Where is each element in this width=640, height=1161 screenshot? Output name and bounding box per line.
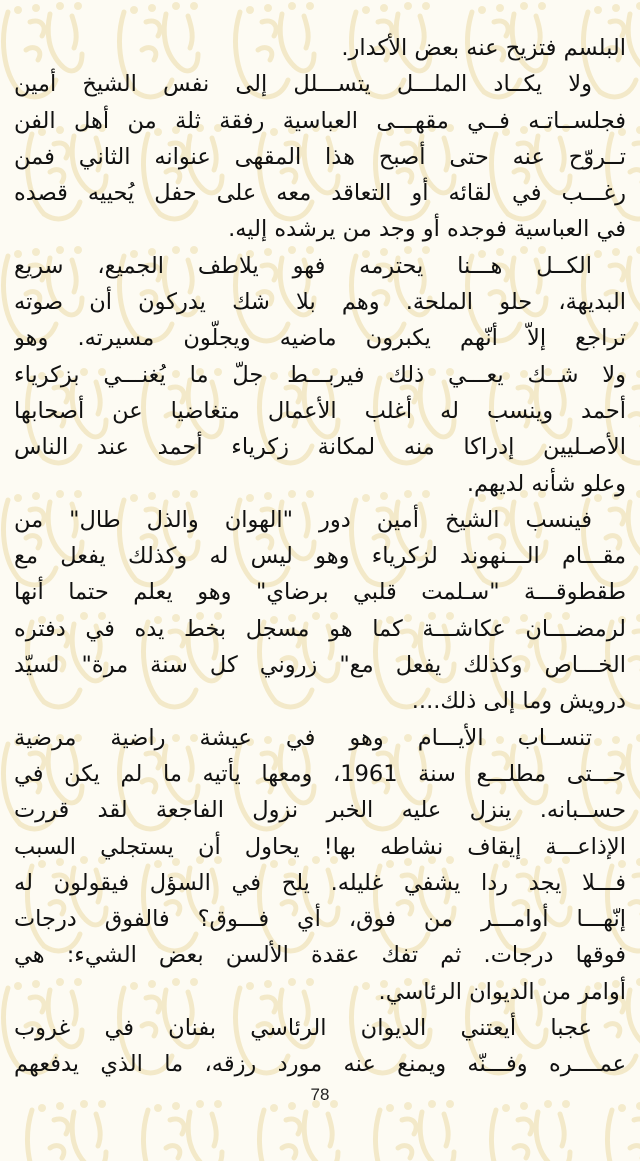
text-line: أحمد وينسب له أغلب الأعمال متغاضيا عن أصحابها: [14, 397, 626, 424]
text-line: ولا شــك يعـــي ذلك فيربـــط جلّ ما يُغنـــي بزكرياء: [14, 361, 626, 388]
page-body-text: [14, 30, 626, 1083]
text-line: حســبانه. ينزل عليه الخبر نزول الفاجعة لقد قررت: [14, 797, 626, 824]
text-line: ولا يكــاد الملـــل يتســـلل إلى نفس الشيخ أمين: [14, 71, 592, 98]
text-line: أوامر من الديوان الرئاسي.: [378, 978, 626, 1005]
text-line: البلسم فتزيح عنه بعض الأكدار.: [341, 35, 626, 61]
text-line: الإذاعـــة إيقاف نشاطه بها! يحاول أن يستجلي السبب: [14, 833, 626, 860]
text-line: عجبا أيعتني الديوان الرئاسي بفنان في غروب: [14, 1015, 592, 1042]
text-line: عمــــره وفـــنّه ويمنع عنه مورد رزقه، ما الذي يدفعهم: [14, 1051, 626, 1078]
text-line: حـــتى مطلـــع سنة 1961، ومعها يأتيه ما لم يكن في: [14, 760, 626, 787]
text-line: في العباسية فوجده أو وجد من يرشده إليه.: [228, 216, 626, 243]
text-line: وعلو شأنه لديهم.: [466, 470, 626, 497]
text-line: درويش وما إلى ذلك....: [411, 688, 626, 715]
text-line: الكــل هـــنا يحترمه فهو يلاطف الجميع، سريع: [14, 252, 592, 279]
text-line: طقطوقـــة "سـلمت قلبي برضاي" وهو يعلم حتما أنها: [14, 579, 626, 606]
text-line: تنســاب الأيـــام وهو في عيشة راضية مرضية: [14, 724, 592, 751]
text-line: البديهة، حلو الملحة. وهم بلا شك يدركون أن صوته: [14, 289, 626, 316]
page-number: 78: [310, 1085, 330, 1104]
text-line: تراجع إلاّ أنّهم يكبرون ماضيه ويجلّون مسيرته. وهو: [14, 325, 626, 352]
text-line: فـــلا يجد ردا يشفي غليله. يلح في السؤل فيقولون له: [14, 869, 626, 896]
text-line: فوقها درجات. ثم تفك عقدة الألسن بعض الشيء: هي: [14, 942, 626, 969]
text-line: الخـــاص وكذلك يفعل مع" زروني كل سنة مرة" لسيّد: [14, 652, 626, 679]
text-line: فينسب الشيخ أمين دور "الهوان والذل طال" من: [14, 506, 592, 533]
text-line: فجلســاتـه فــي مقهـــى العباسية رفقة ثلة من أهل الفن: [14, 107, 626, 134]
text-line: تــروّح عنه حتى أصبح هذا المقهى عنوانه الثاني فمن: [14, 143, 626, 170]
text-line: رغـــب في لقائه أو التعاقد معه على حفل يُحييه قصده: [14, 180, 626, 207]
text-line: لرمضــــان عكاشـــة كما هو مسجل بخط يده في دفتره: [14, 615, 626, 642]
text-line: الأصـليين إدراكا منه لمكانة زكرياء أحمد عند الناس: [14, 434, 626, 461]
text-line: إنّهـــا أوامـــر من فوق، أي فـــوق؟ فالفوق درجات: [14, 906, 626, 933]
text-line: مقـــام الـــنهوند لزكرياء وهو ليس له وكذلك يفعل مع: [14, 543, 626, 570]
